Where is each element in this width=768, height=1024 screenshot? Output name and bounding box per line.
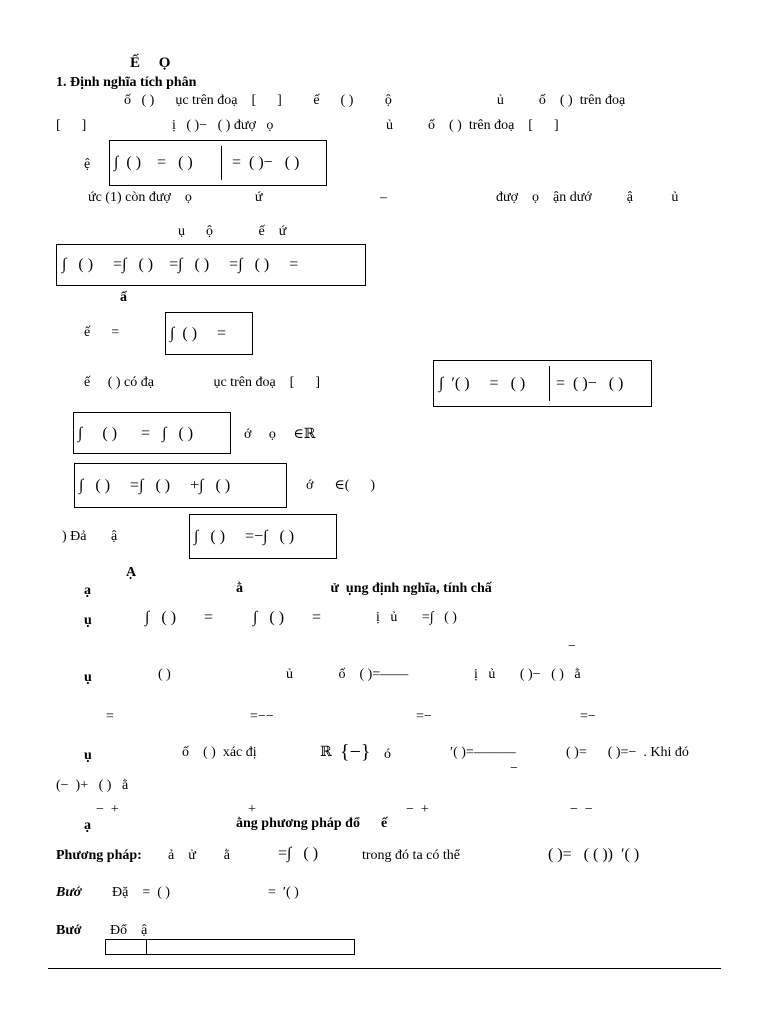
formula: ∫ ( ) = bbox=[170, 325, 227, 342]
text-line: ằ ử ụng định nghĩa, tính chấ bbox=[236, 581, 492, 596]
formula: ∫ ′( ) = ( ) bbox=[439, 375, 526, 392]
formula: ( )= ( ( )) ′( ) bbox=[548, 846, 640, 863]
eval-bar bbox=[549, 366, 550, 401]
text-line: {−} bbox=[340, 741, 371, 763]
text-line: ế ( ) có đạ ục trên đoạ [ ] bbox=[84, 375, 320, 390]
formula: = ( )− ( ) bbox=[232, 154, 300, 171]
text-line: ạ bbox=[84, 818, 91, 833]
text-line: Đổ ậ bbox=[110, 923, 148, 938]
text-line: – bbox=[380, 190, 387, 205]
text-line: = bbox=[106, 709, 114, 724]
formula: ∫ ( ) = bbox=[145, 609, 214, 626]
text-line: + bbox=[248, 802, 256, 817]
text-line: ụ ộ ế ứ bbox=[178, 224, 287, 239]
formula: ∫ ( ) = ( ) bbox=[114, 154, 193, 171]
step-label: Bướ bbox=[56, 923, 82, 938]
formula: ∫ ( ) = bbox=[253, 609, 322, 626]
text-line: ó bbox=[384, 747, 391, 762]
formula: ∫ ( ) =∫ ( ) +∫ ( ) bbox=[79, 477, 231, 494]
text-line: = ′( ) bbox=[268, 885, 299, 900]
text-line: ℝ bbox=[320, 745, 332, 760]
formula: ∫ ( ) =∫ ( ) =∫ ( ) =∫ ( ) = bbox=[62, 256, 299, 273]
eval-bar bbox=[221, 146, 222, 180]
text-line: =− bbox=[580, 709, 596, 724]
text-line: ị ủ =∫ ( ) bbox=[376, 610, 457, 625]
text-line: ( )= ( )=− . Khi đó bbox=[566, 745, 689, 760]
step-label: Bướ bbox=[56, 885, 82, 900]
text-line: ị ( )− ( ) đượ ọ bbox=[172, 118, 274, 133]
text-line: =− bbox=[416, 709, 432, 724]
text-line: Ạ bbox=[126, 565, 137, 580]
text-line: Đặ = ( ) bbox=[112, 885, 171, 900]
text-line: ớ ∈( ) bbox=[306, 478, 376, 493]
page-heading: Ế Ọ bbox=[130, 55, 171, 71]
text-line: ủ ố ( )=—— bbox=[286, 667, 409, 682]
text-line: đượ ọ ận dướ ậ ủ bbox=[496, 190, 679, 205]
text-line: ụ bbox=[84, 670, 92, 685]
formula: ∫ ( ) =−∫ ( ) bbox=[194, 528, 295, 545]
text-line: ụ bbox=[84, 613, 92, 628]
text-line: − bbox=[568, 639, 576, 654]
text-line: =−− bbox=[250, 709, 274, 724]
text-line: ằng phương pháp đổ ế bbox=[236, 816, 388, 831]
text-line: − + bbox=[96, 802, 119, 817]
formula: ∫ ( ) = ∫ ( ) bbox=[78, 425, 194, 442]
text-line: − − bbox=[570, 802, 593, 817]
text-line: (− )+ ( ) ằ bbox=[56, 778, 129, 793]
formula: = ( )− ( ) bbox=[556, 375, 624, 392]
text-line: − + bbox=[406, 802, 429, 817]
text-line: ả ử ằ bbox=[168, 848, 231, 863]
text-line: ấ bbox=[120, 290, 127, 305]
section-title: 1. Định nghĩa tích phân bbox=[56, 75, 197, 90]
text-line: ớ ọ ∈ℝ bbox=[244, 427, 316, 442]
text-line: ụ bbox=[84, 748, 92, 763]
text-line: − bbox=[510, 761, 518, 776]
text-line: ′( )=——— bbox=[450, 745, 516, 760]
text-line: ức (1) còn đượ ọ ứ bbox=[88, 190, 263, 205]
text-line: ế = bbox=[84, 325, 120, 340]
text-line: ệ bbox=[84, 157, 91, 172]
method-label: Phương pháp: bbox=[56, 848, 142, 863]
text-line: [ ] bbox=[56, 118, 87, 133]
text-line: ủ ố ( ) trên đoạ [ ] bbox=[386, 118, 559, 133]
table-header-box bbox=[105, 939, 355, 955]
text-line: ị ủ ( )− ( ) ằ bbox=[474, 667, 581, 682]
text-line: ( ) bbox=[158, 667, 171, 682]
text-line: ạ bbox=[84, 583, 91, 598]
text-line: ) Đả ậ bbox=[62, 529, 118, 544]
footer-rule bbox=[48, 968, 721, 969]
text-line: ố ( ) xác đị bbox=[182, 745, 257, 760]
table-divider bbox=[146, 939, 147, 955]
formula: =∫ ( ) bbox=[278, 845, 319, 862]
text-line: ố ( ) ục trên đoạ [ ] ế ( ) ộ ủ ố ( ) trên đoạ bbox=[124, 93, 626, 108]
text-line: trong đó ta có thể bbox=[362, 848, 460, 863]
